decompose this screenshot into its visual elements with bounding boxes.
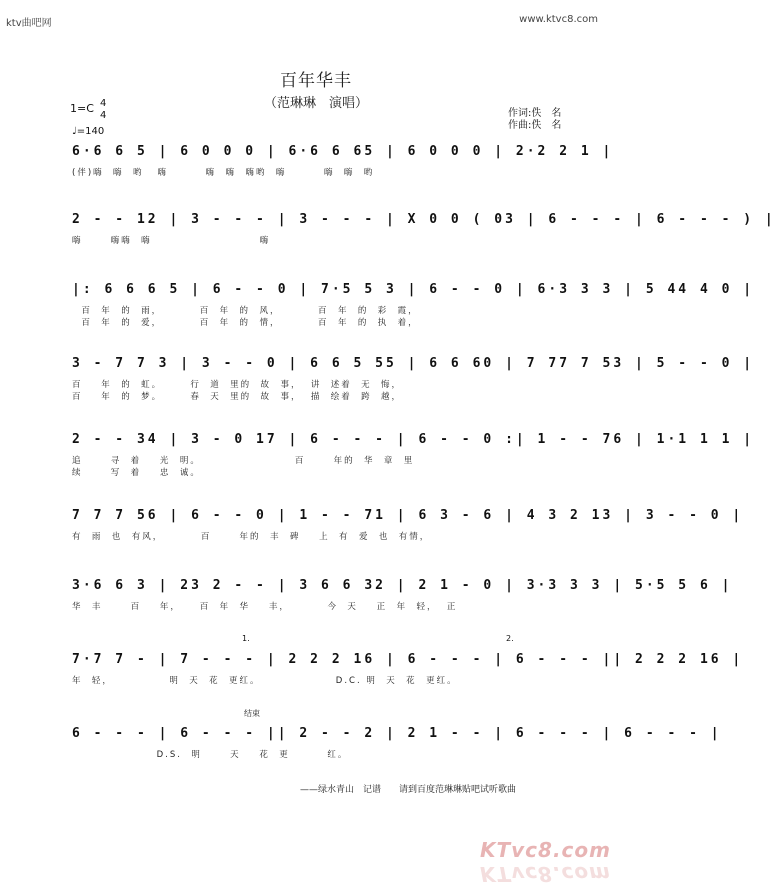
song-subtitle: （范琳琳 演唱） [263,96,368,111]
lyric-verse-2: 续 写 着 忠 诚。 [72,468,201,478]
lyric-verse-1: (伴)嗨 嗨 哟 嗨 嗨 嗨 嗨哟 嗨 嗨 嗨 哟 [72,168,375,178]
notes-line: 6 - - - | 6 - - - || 2 - - 2 | 2 1 - - | 6 - - - | 6 - - - | [72,726,722,741]
lyric-verse-1: 华 丰 百 年， 百 年 华 丰， 今 天 正 年 轻， 正 [72,602,458,612]
notes-line: 3 - 7 7 3 | 3 - - 0 | 6 6 5 55 | 6 6 60 | 7 77 7 53 | 5 - - 0 | [72,356,755,371]
lyric-verse-1: 有 雨 也 有风， 百 年的 丰 碑 上 有 爱 也 有情， [72,532,431,542]
brand-logo-reflection: KTvc8.com [480,862,611,886]
lyric-verse-1: 百 年 的 虹。 行 道 里的 故 事， 讲 述着 无 悔， [72,380,403,390]
notes-line: 2 - - 12 | 3 - - - | 3 - - - | X 0 0 ( 03 | 6 - - - | 6 - - - ) | [72,212,776,227]
ending-label: 结束 [244,709,260,718]
time-signature [100,98,106,122]
lyric-verse-1: D.S. 明 天 花 更 红。 [72,750,349,760]
lyric-verse-1: 年 轻， 明 天 花 更红。 D.C. 明 天 花 更红。 [72,676,458,686]
lyricist: 作词:佚 名 [508,108,562,119]
notes-line: 7·7 7 - | 7 - - - | 2 2 2 16 | 6 - - - | 6 - - - || 2 2 2 16 | [72,652,744,667]
lyric-verse-1: 百 年 的 雨， 百 年 的 风， 百 年 的 彩 霞， [72,306,419,316]
transcription-credit: ——绿水青山 记谱 请到百度范琳琳贴吧试听歌曲 [300,785,517,795]
notes-line: 3·6 6 3 | 23 2 - - | 3 6 6 32 | 2 1 - 0 | 3·3 3 3 | 5·5 5 6 | [72,578,733,593]
lyric-verse-1: 追 寻 着 光 明。 百 年的 华 章 里 [72,456,415,466]
notes-line: 7 7 7 56 | 6 - - 0 | 1 - - 71 | 6 3 - 6 | 4 3 2 13 | 3 - - 0 | [72,508,744,523]
watermark-right: www.ktvc8.com [519,14,598,25]
notes-line: 6·6 6 5 | 6 0 0 0 | 6·6 6 65 | 6 0 0 0 | 2·2 2 1 | [72,144,614,159]
key-signature: 1=C [70,102,94,115]
tempo-value: =140 [76,126,105,137]
brand-logo: KTvc8.com [480,838,611,862]
notes-line: |: 6 6 6 5 | 6 - - 0 | 7·5 5 3 | 6 - - 0 | 6·3 3 3 | 5 44 4 0 | [72,282,755,297]
lyric-verse-1: 嗨 嗨嗨 嗨 嗨 [72,236,271,246]
meter-top: 4 [100,98,107,109]
lyric-verse-2: 百 年 的 爱， 百 年 的 情， 百 年 的 执 着， [72,318,419,328]
watermark-left: ktv曲吧网 [6,18,52,29]
lyric-verse-2: 百 年 的 梦。 春 天 里的 故 事， 描 绘着 跨 越， [72,392,403,402]
tempo-mark: ♩=140 [72,126,105,137]
song-title: 百年华丰 [280,71,352,91]
notes-line: 2 - - 34 | 3 - 0 17 | 6 - - - | 6 - - 0 :| 1 - - 76 | 1·1 1 1 | [72,432,755,447]
meter-bottom: 4 [100,110,107,121]
composer: 作曲:佚 名 [508,120,562,131]
volta-2-label: 2. [506,634,514,643]
volta-1-label: 1. [242,634,250,643]
